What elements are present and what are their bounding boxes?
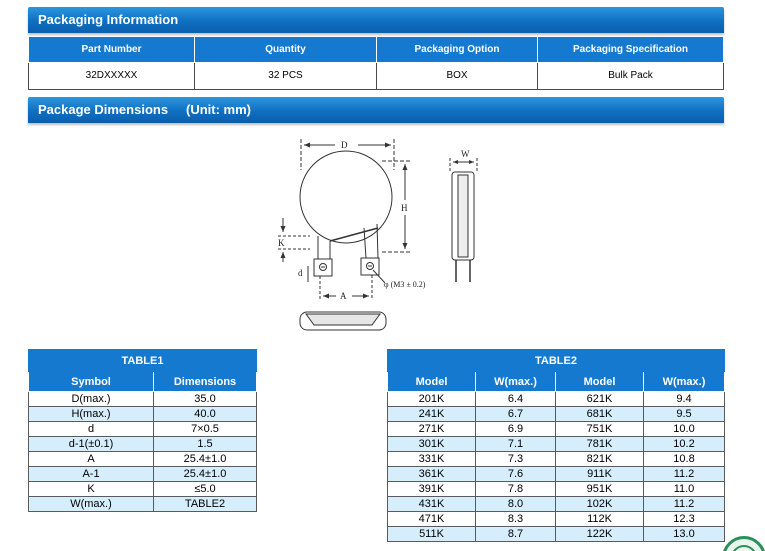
table1-row: [29, 422, 257, 437]
table2-cell: 7.8: [476, 482, 556, 497]
table2-cell: 681K: [556, 407, 644, 422]
table1-cell: K: [29, 482, 154, 497]
table2-row: [388, 467, 725, 482]
cell-part-number: 32DXXXXX: [29, 62, 195, 89]
table1-row: [29, 497, 257, 512]
table2-cell: 201K: [388, 392, 476, 407]
table2-row: [388, 482, 725, 497]
table1-cell: 7×0.5: [154, 422, 257, 437]
table2-cell: 122K: [556, 527, 644, 542]
table1-header-symbol: Symbol: [29, 372, 154, 392]
table1-cell: 25.4±1.0: [154, 452, 257, 467]
table1-header-dimensions: Dimensions: [154, 372, 257, 392]
company-logo: [722, 536, 765, 551]
table1-cell: D(max.): [29, 392, 154, 407]
table2-row: [388, 437, 725, 452]
table1-cell: 1.5: [154, 437, 257, 452]
table2-cell: 12.3: [644, 512, 725, 527]
table2-header-model-2: Model: [556, 372, 644, 392]
table1: [28, 349, 257, 512]
table2-header-wmax-1: W(max.): [476, 372, 556, 392]
packaging-info-header: [28, 7, 724, 33]
cell-packaging-specification: Bulk Pack: [538, 62, 724, 89]
table2-cell: 621K: [556, 392, 644, 407]
cell-packaging-option: BOX: [377, 62, 538, 89]
table1-cell: A-1: [29, 467, 154, 482]
header-quantity: Quantity: [195, 37, 377, 62]
header-packaging-specification: Packaging Specification: [538, 37, 724, 62]
table1-row: [29, 392, 257, 407]
table2-cell: 241K: [388, 407, 476, 422]
table1-cell: 35.0: [154, 392, 257, 407]
table2-cell: 781K: [556, 437, 644, 452]
table1-cell: 25.4±1.0: [154, 467, 257, 482]
header-part-number: Part Number: [29, 37, 195, 62]
table2-cell: 7.3: [476, 452, 556, 467]
table2-cell: 6.9: [476, 422, 556, 437]
table2-cell: 271K: [388, 422, 476, 437]
packaging-table-header-row: [29, 37, 724, 62]
table1-cell: 40.0: [154, 407, 257, 422]
table2-cell: 471K: [388, 512, 476, 527]
table2-cell: 431K: [388, 497, 476, 512]
table1-row: [29, 437, 257, 452]
table2-cell: 11.2: [644, 497, 725, 512]
label-h-dimension: H: [401, 203, 408, 213]
table2-cell: 6.4: [476, 392, 556, 407]
packaging-table-row: [29, 62, 724, 89]
table2-cell: 7.6: [476, 467, 556, 482]
table2-cell: 8.0: [476, 497, 556, 512]
label-d-dimension: D: [341, 140, 348, 150]
table2-cell: 112K: [556, 512, 644, 527]
table2-cell: 511K: [388, 527, 476, 542]
label-lead-d: d: [298, 268, 303, 278]
table2-cell: 391K: [388, 482, 476, 497]
table2-cell: 8.3: [476, 512, 556, 527]
table2-header-model-1: Model: [388, 372, 476, 392]
table1-row: [29, 407, 257, 422]
cell-quantity: 32 PCS: [195, 62, 377, 89]
table2-row: [388, 452, 725, 467]
table2-cell: 102K: [556, 497, 644, 512]
table2-cell: 10.8: [644, 452, 725, 467]
table1-cell: H(max.): [29, 407, 154, 422]
table1-title: TABLE1: [29, 350, 257, 372]
table2-cell: 361K: [388, 467, 476, 482]
table2-cell: 7.1: [476, 437, 556, 452]
table1-cell: TABLE2: [154, 497, 257, 512]
table2-cell: 9.4: [644, 392, 725, 407]
table2-cell: 6.7: [476, 407, 556, 422]
table2-cell: 13.0: [644, 527, 725, 542]
table2-cell: 911K: [556, 467, 644, 482]
table2-cell: 951K: [556, 482, 644, 497]
table2-body: [388, 392, 725, 542]
label-a-dimension: A: [340, 291, 347, 301]
table1-cell: A: [29, 452, 154, 467]
table1-cell: ≤5.0: [154, 482, 257, 497]
table2-cell: 11.0: [644, 482, 725, 497]
table2-row: [388, 512, 725, 527]
table2-row: [388, 497, 725, 512]
table1-row: [29, 482, 257, 497]
table2-cell: 301K: [388, 437, 476, 452]
table1-row: [29, 467, 257, 482]
packaging-table: [28, 37, 724, 90]
packaging-info-title: Packaging Information: [38, 12, 179, 27]
table2-cell: 331K: [388, 452, 476, 467]
table2-cell: 821K: [556, 452, 644, 467]
table2-title: TABLE2: [388, 350, 725, 372]
table2-cell: 9.5: [644, 407, 725, 422]
package-dimensions-header: [28, 97, 724, 123]
header-packaging-option: Packaging Option: [377, 37, 538, 62]
table1-row: [29, 452, 257, 467]
table2-row: [388, 422, 725, 437]
label-hole-diameter: φ (M3 ± 0.2): [384, 280, 426, 289]
logo-ring: [731, 545, 757, 551]
table2: [387, 349, 725, 542]
table2-header-wmax-2: W(max.): [644, 372, 725, 392]
table2-row: [388, 392, 725, 407]
table2-row: [388, 407, 725, 422]
table2-cell: 10.2: [644, 437, 725, 452]
table2-cell: 8.7: [476, 527, 556, 542]
table1-body: [29, 392, 257, 512]
table2-cell: 11.2: [644, 467, 725, 482]
label-k-dimension: K: [278, 238, 285, 248]
label-w-dimension: W: [461, 149, 470, 159]
unit-label: (Unit: mm): [186, 102, 251, 117]
table1-cell: d-1(±0.1): [29, 437, 154, 452]
table1-cell: d: [29, 422, 154, 437]
table2-cell: 10.0: [644, 422, 725, 437]
table1-cell: W(max.): [29, 497, 154, 512]
table2-row: [388, 527, 725, 542]
table2-cell: 751K: [556, 422, 644, 437]
package-dimensions-title: Package Dimensions: [38, 102, 169, 117]
